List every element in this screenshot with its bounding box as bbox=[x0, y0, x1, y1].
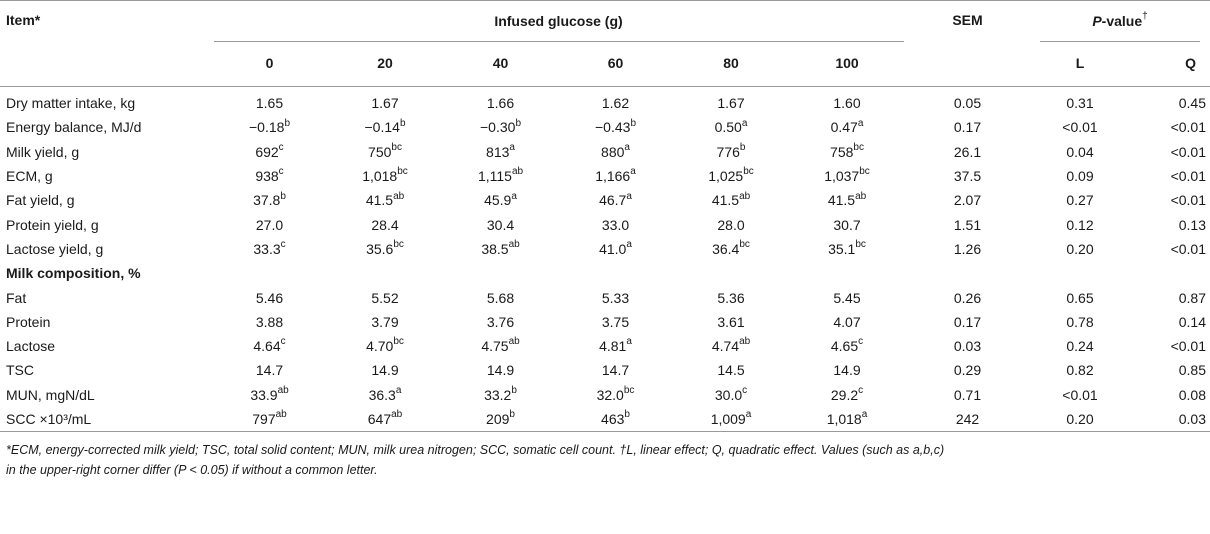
cell-superscript: b bbox=[284, 117, 290, 129]
row-label: Protein bbox=[6, 313, 51, 330]
cell-number: 14.7 bbox=[255, 362, 284, 379]
row-label: ECM, g bbox=[6, 168, 53, 185]
cell-sem: 0.03 bbox=[953, 338, 982, 355]
cell-superscript: bc bbox=[743, 166, 754, 178]
cell-superscript: b bbox=[515, 117, 521, 129]
cell-superscript: b bbox=[280, 190, 286, 202]
cell-q: <0.01 bbox=[1170, 192, 1206, 209]
table-row bbox=[0, 407, 1210, 432]
cell-number: 1.67 bbox=[371, 95, 399, 112]
cell-l: <0.01 bbox=[1062, 386, 1098, 403]
header-pvalue-text bbox=[1040, 10, 1200, 42]
cell-superscript: a bbox=[509, 142, 515, 154]
cell-number: 4.81 bbox=[599, 338, 627, 355]
cell-superscript: b bbox=[624, 409, 630, 421]
cell-number: 463 bbox=[601, 411, 625, 427]
header-dose-100: 100 bbox=[789, 39, 905, 87]
cell-superscript: a bbox=[626, 336, 632, 348]
cell-number: 4.64 bbox=[253, 338, 281, 355]
cell-value bbox=[789, 310, 905, 334]
cell-number: 0.47 bbox=[830, 119, 858, 136]
cell-number: 1,037 bbox=[824, 168, 860, 185]
cell-superscript: ab bbox=[277, 385, 289, 397]
section-row bbox=[0, 261, 1210, 285]
cell-superscript: c bbox=[742, 385, 748, 397]
cell-number: 3.88 bbox=[255, 313, 284, 330]
cell-superscript: a bbox=[626, 190, 632, 202]
cell-value bbox=[327, 383, 443, 407]
cell-l: 0.20 bbox=[1066, 240, 1094, 257]
header-pvalue-p: P bbox=[1092, 12, 1102, 29]
cell-number: 4.70 bbox=[366, 338, 394, 355]
cell-value bbox=[212, 383, 327, 407]
cell-number: 3.75 bbox=[601, 313, 630, 330]
table-row bbox=[0, 212, 1210, 236]
cell-number: 5.36 bbox=[717, 289, 745, 306]
cell-superscript: b bbox=[630, 117, 636, 129]
cell-number: 33.9 bbox=[250, 386, 278, 403]
cell-number: 46.7 bbox=[599, 192, 627, 209]
cell-number: 3.79 bbox=[371, 313, 399, 330]
cell-number: 0.50 bbox=[714, 119, 742, 136]
cell-number: 29.2 bbox=[830, 386, 859, 403]
cell-number: 4.74 bbox=[711, 338, 740, 355]
cell-number: 797 bbox=[252, 411, 276, 427]
cell-l: 0.78 bbox=[1066, 313, 1094, 330]
cell-value bbox=[673, 115, 789, 139]
row-label: Fat bbox=[6, 289, 27, 306]
row-label: Protein yield, g bbox=[6, 216, 99, 233]
cell-value bbox=[443, 237, 558, 261]
cell-number: 692 bbox=[255, 143, 279, 160]
cell-number: 35.6 bbox=[366, 240, 394, 257]
cell-sem: 26.1 bbox=[953, 143, 982, 160]
cell-number: 14.9 bbox=[371, 362, 399, 379]
cell-number: 30.0 bbox=[714, 386, 743, 403]
cell-value bbox=[558, 115, 673, 139]
cell-value bbox=[327, 237, 443, 261]
cell-superscript: a bbox=[857, 117, 864, 129]
cell-l: 0.27 bbox=[1066, 192, 1094, 209]
cell-superscript: c bbox=[280, 336, 286, 348]
cell-value bbox=[789, 285, 905, 309]
cell-value bbox=[212, 407, 327, 432]
cell-value bbox=[443, 285, 558, 309]
cell-value bbox=[212, 140, 327, 164]
cell-superscript: c bbox=[278, 166, 284, 178]
cell-number: 30.4 bbox=[486, 216, 515, 233]
row-label: Milk yield, g bbox=[6, 143, 80, 160]
cell-value bbox=[558, 188, 673, 212]
cell-value bbox=[327, 115, 443, 139]
cell-value bbox=[212, 115, 327, 139]
table-body bbox=[0, 87, 1210, 432]
cell-value bbox=[327, 285, 443, 309]
cell-value bbox=[789, 334, 905, 358]
header-dose-80: 80 bbox=[673, 39, 789, 87]
cell-number: 33.2 bbox=[484, 386, 512, 403]
cell-sem: 0.17 bbox=[953, 313, 982, 330]
cell-superscript: b bbox=[739, 142, 746, 154]
cell-value bbox=[558, 383, 673, 407]
header-item: Item* bbox=[0, 1, 212, 40]
cell-number: 758 bbox=[830, 143, 854, 160]
cell-superscript: a bbox=[395, 385, 402, 397]
cell-value bbox=[673, 188, 789, 212]
table-row bbox=[0, 140, 1210, 164]
cell-value bbox=[558, 407, 673, 432]
cell-superscript: a bbox=[861, 409, 868, 421]
cell-l: 0.12 bbox=[1066, 216, 1094, 233]
cell-q: 0.13 bbox=[1178, 216, 1206, 233]
cell-value bbox=[789, 407, 905, 432]
cell-value bbox=[558, 237, 673, 261]
row-label: Lactose bbox=[6, 338, 56, 355]
header-l: L bbox=[1030, 39, 1130, 87]
cell-number: −0.14 bbox=[364, 119, 400, 136]
cell-superscript: bc bbox=[391, 142, 402, 154]
cell-value bbox=[443, 87, 558, 116]
cell-value bbox=[673, 310, 789, 334]
cell-value bbox=[443, 358, 558, 382]
cell-superscript: ab bbox=[275, 409, 287, 421]
cell-number: 880 bbox=[601, 143, 625, 160]
header-dose-40: 40 bbox=[443, 39, 558, 87]
cell-value bbox=[212, 87, 327, 116]
cell-superscript: b bbox=[509, 409, 515, 421]
cell-number: 1.67 bbox=[717, 95, 745, 112]
cell-sem: 1.51 bbox=[953, 216, 982, 233]
cell-superscript: c bbox=[858, 385, 864, 397]
cell-l: 0.65 bbox=[1066, 289, 1094, 306]
cell-value bbox=[212, 237, 327, 261]
cell-value bbox=[558, 164, 673, 188]
cell-superscript: a bbox=[626, 239, 632, 251]
cell-superscript: c bbox=[280, 239, 286, 251]
cell-number: 1.66 bbox=[486, 95, 515, 112]
header-pvalue bbox=[1030, 1, 1210, 40]
cell-superscript: ab bbox=[739, 190, 751, 202]
cell-superscript: c bbox=[858, 336, 864, 348]
cell-value bbox=[789, 87, 905, 116]
cell-superscript: bc bbox=[397, 166, 408, 178]
cell-value bbox=[789, 188, 905, 212]
cell-number: 35.1 bbox=[828, 240, 856, 257]
cell-number: 45.9 bbox=[484, 192, 512, 209]
table-row bbox=[0, 358, 1210, 382]
cell-value bbox=[443, 140, 558, 164]
cell-sem: 0.71 bbox=[953, 386, 982, 403]
cell-superscript: ab bbox=[739, 336, 751, 348]
cell-q: 0.08 bbox=[1178, 386, 1206, 403]
cell-number: 36.4 bbox=[712, 240, 740, 257]
table-row bbox=[0, 115, 1210, 139]
cell-q: 0.87 bbox=[1178, 289, 1206, 306]
cell-value bbox=[673, 87, 789, 116]
cell-superscript: bc bbox=[393, 336, 404, 348]
cell-superscript: a bbox=[741, 117, 748, 129]
header-dose-0: 0 bbox=[212, 39, 327, 87]
cell-value bbox=[558, 334, 673, 358]
table-row bbox=[0, 334, 1210, 358]
cell-number: 27.0 bbox=[255, 216, 284, 233]
table-row bbox=[0, 310, 1210, 334]
cell-value bbox=[789, 115, 905, 139]
cell-number: 14.9 bbox=[833, 362, 861, 379]
cell-number: 41.0 bbox=[599, 240, 627, 257]
cell-value bbox=[443, 115, 558, 139]
cell-superscript: ab bbox=[508, 239, 520, 251]
header-row-1 bbox=[0, 1, 1210, 40]
cell-value bbox=[789, 140, 905, 164]
cell-sem: 242 bbox=[905, 407, 1030, 432]
cell-superscript: ab bbox=[508, 336, 520, 348]
cell-value bbox=[789, 164, 905, 188]
cell-q: 0.14 bbox=[1178, 313, 1206, 330]
cell-value bbox=[212, 212, 327, 236]
cell-sem: 0.05 bbox=[953, 95, 982, 112]
cell-value bbox=[673, 358, 789, 382]
header-sem-blank bbox=[905, 39, 1030, 87]
cell-number: 32.0 bbox=[596, 386, 624, 403]
cell-l: 0.31 bbox=[1066, 95, 1094, 112]
cell-value bbox=[212, 334, 327, 358]
cell-superscript: bc bbox=[393, 239, 404, 251]
cell-number: 750 bbox=[368, 143, 392, 160]
cell-value bbox=[327, 407, 443, 432]
cell-superscript: bc bbox=[623, 385, 635, 397]
cell-q: <0.01 bbox=[1170, 338, 1206, 355]
row-label: TSC bbox=[6, 362, 34, 379]
cell-number: 33.3 bbox=[253, 240, 281, 257]
cell-superscript: b bbox=[399, 117, 406, 129]
cell-value bbox=[673, 164, 789, 188]
cell-number: 1.62 bbox=[601, 95, 630, 112]
section-label: Milk composition, % bbox=[6, 265, 141, 282]
cell-number: 30.7 bbox=[833, 216, 861, 233]
header-row-2 bbox=[0, 39, 1210, 87]
cell-number: 1,115 bbox=[477, 168, 512, 185]
cell-superscript: a bbox=[624, 142, 630, 154]
cell-sem: 0.17 bbox=[953, 119, 982, 136]
cell-number: 14.7 bbox=[601, 362, 630, 379]
header-dose-20: 20 bbox=[327, 39, 443, 87]
row-label: MUN, mgN/dL bbox=[6, 386, 95, 403]
table-row bbox=[0, 285, 1210, 309]
cell-number: 36.3 bbox=[368, 386, 396, 403]
cell-value bbox=[327, 334, 443, 358]
footnote-line-2: in the upper-right corner differ (P < 0.05) if without a common letter. bbox=[6, 463, 378, 478]
cell-number: 5.33 bbox=[601, 289, 630, 306]
cell-value bbox=[673, 334, 789, 358]
cell-sem: 2.07 bbox=[953, 192, 982, 209]
cell-number: −0.30 bbox=[480, 119, 516, 136]
cell-value bbox=[212, 358, 327, 382]
cell-q: 0.85 bbox=[1178, 362, 1206, 379]
cell-value bbox=[558, 285, 673, 309]
cell-l: 0.04 bbox=[1066, 143, 1094, 160]
cell-number: 37.8 bbox=[253, 192, 281, 209]
cell-value bbox=[212, 188, 327, 212]
cell-sem: 0.29 bbox=[953, 362, 982, 379]
row-label: Dry matter intake, kg bbox=[6, 95, 136, 112]
table-row bbox=[0, 87, 1210, 116]
cell-number: 4.75 bbox=[481, 338, 509, 355]
cell-superscript: bc bbox=[739, 239, 750, 251]
cell-superscript: b bbox=[511, 385, 517, 397]
cell-value bbox=[789, 383, 905, 407]
header-pvalue-rest: -value bbox=[1101, 12, 1143, 29]
cell-number: 41.5 bbox=[365, 192, 394, 209]
cell-sem: 37.5 bbox=[953, 168, 982, 185]
cell-q: <0.01 bbox=[1170, 143, 1206, 160]
header-q: Q bbox=[1130, 39, 1210, 87]
cell-value bbox=[327, 140, 443, 164]
cell-superscript: ab bbox=[855, 190, 867, 202]
cell-number: 28.4 bbox=[371, 216, 399, 233]
header-pvalue-dagger: † bbox=[1142, 10, 1148, 22]
cell-number: −0.18 bbox=[249, 119, 285, 136]
cell-value bbox=[443, 310, 558, 334]
cell-value bbox=[327, 310, 443, 334]
cell-value bbox=[212, 310, 327, 334]
cell-number: 3.76 bbox=[486, 313, 515, 330]
cell-value bbox=[558, 310, 673, 334]
header-blank bbox=[0, 39, 212, 87]
header-infused-glucose-text: Infused glucose (g) bbox=[214, 13, 904, 42]
cell-number: 4.65 bbox=[830, 338, 859, 355]
cell-value bbox=[558, 87, 673, 116]
footnote-line-1: *ECM, energy-corrected milk yield; TSC, total solid content; MUN, milk urea nitrogen; SCC, somatic cell count. †L, linear effect; Q, quadratic effect. Values (such as a,b,c) bbox=[6, 443, 945, 458]
cell-value bbox=[212, 164, 327, 188]
cell-l: 0.09 bbox=[1066, 168, 1094, 185]
cell-number: 38.5 bbox=[481, 240, 509, 257]
cell-number: 1,009 bbox=[710, 411, 746, 427]
cell-q: <0.01 bbox=[1170, 168, 1206, 185]
cell-number: 5.68 bbox=[486, 289, 515, 306]
cell-superscript: ab bbox=[391, 409, 403, 421]
cell-q: 0.03 bbox=[1130, 407, 1210, 432]
cell-number: 14.9 bbox=[486, 362, 515, 379]
cell-value bbox=[789, 358, 905, 382]
cell-value bbox=[789, 212, 905, 236]
cell-value bbox=[443, 188, 558, 212]
cell-number: 647 bbox=[367, 411, 392, 427]
table-row bbox=[0, 383, 1210, 407]
cell-value bbox=[443, 334, 558, 358]
cell-sem: 1.26 bbox=[953, 240, 982, 257]
cell-l: <0.01 bbox=[1062, 119, 1098, 136]
cell-value bbox=[789, 237, 905, 261]
cell-value bbox=[558, 212, 673, 236]
cell-value bbox=[673, 237, 789, 261]
cell-value bbox=[327, 358, 443, 382]
cell-superscript: bc bbox=[853, 142, 864, 154]
cell-value bbox=[443, 383, 558, 407]
cell-value bbox=[212, 285, 327, 309]
cell-number: 813 bbox=[486, 143, 510, 160]
cell-l: 0.20 bbox=[1030, 407, 1130, 432]
cell-value bbox=[327, 212, 443, 236]
cell-number: 33.0 bbox=[601, 216, 630, 233]
cell-l: 0.24 bbox=[1066, 338, 1094, 355]
cell-number: 1.65 bbox=[255, 95, 284, 112]
cell-number: 14.5 bbox=[717, 362, 745, 379]
cell-value bbox=[327, 188, 443, 212]
cell-number: 1,018 bbox=[362, 168, 398, 185]
cell-number: 5.45 bbox=[833, 289, 861, 306]
cell-value bbox=[673, 407, 789, 432]
table-row bbox=[0, 237, 1210, 261]
cell-number: 28.0 bbox=[717, 216, 745, 233]
cell-number: 1,025 bbox=[708, 168, 744, 185]
row-label: Energy balance, MJ/d bbox=[6, 119, 142, 136]
cell-superscript: bc bbox=[855, 239, 866, 251]
cell-superscript: bc bbox=[859, 166, 870, 178]
cell-value bbox=[327, 164, 443, 188]
cell-number: 41.5 bbox=[827, 192, 856, 209]
cell-number: −0.43 bbox=[595, 119, 631, 136]
cell-number: 1,166 bbox=[595, 168, 631, 185]
cell-number: 5.46 bbox=[255, 289, 284, 306]
cell-number: 4.07 bbox=[833, 313, 861, 330]
cell-number: 3.61 bbox=[717, 313, 745, 330]
table-footnote bbox=[0, 432, 1200, 480]
header-dose-60: 60 bbox=[558, 39, 673, 87]
cell-number: 776 bbox=[716, 143, 740, 160]
cell-value bbox=[558, 140, 673, 164]
table-row bbox=[0, 188, 1210, 212]
cell-sem: 0.26 bbox=[953, 289, 982, 306]
cell-value bbox=[443, 164, 558, 188]
cell-value bbox=[673, 383, 789, 407]
table-row bbox=[0, 164, 1210, 188]
cell-number: 1,018 bbox=[826, 411, 862, 427]
cell-number: 5.52 bbox=[371, 289, 399, 306]
cell-superscript: a bbox=[745, 409, 752, 421]
cell-value bbox=[443, 407, 558, 432]
cell-number: 41.5 bbox=[711, 192, 740, 209]
cell-q: 0.45 bbox=[1178, 95, 1206, 112]
header-infused-glucose bbox=[212, 1, 905, 40]
cell-q: <0.01 bbox=[1170, 240, 1206, 257]
cell-value bbox=[327, 87, 443, 116]
cell-superscript: ab bbox=[393, 190, 405, 202]
header-sem: SEM bbox=[905, 1, 1030, 40]
cell-value bbox=[558, 358, 673, 382]
cell-value bbox=[443, 212, 558, 236]
cell-number: 209 bbox=[486, 411, 510, 427]
cell-value bbox=[673, 140, 789, 164]
cell-number: 938 bbox=[255, 168, 279, 185]
cell-q: <0.01 bbox=[1170, 119, 1206, 136]
row-label: Lactose yield, g bbox=[6, 240, 104, 257]
row-label: Fat yield, g bbox=[6, 192, 75, 209]
cell-l: 0.82 bbox=[1066, 362, 1094, 379]
cell-value bbox=[673, 212, 789, 236]
cell-superscript: c bbox=[278, 142, 284, 154]
cell-value bbox=[673, 285, 789, 309]
cell-number: 1.60 bbox=[833, 95, 861, 112]
cell-superscript: a bbox=[630, 166, 636, 178]
row-label: SCC ×10³/mL bbox=[0, 407, 212, 432]
cell-superscript: ab bbox=[511, 166, 524, 178]
cell-superscript: a bbox=[511, 190, 517, 202]
